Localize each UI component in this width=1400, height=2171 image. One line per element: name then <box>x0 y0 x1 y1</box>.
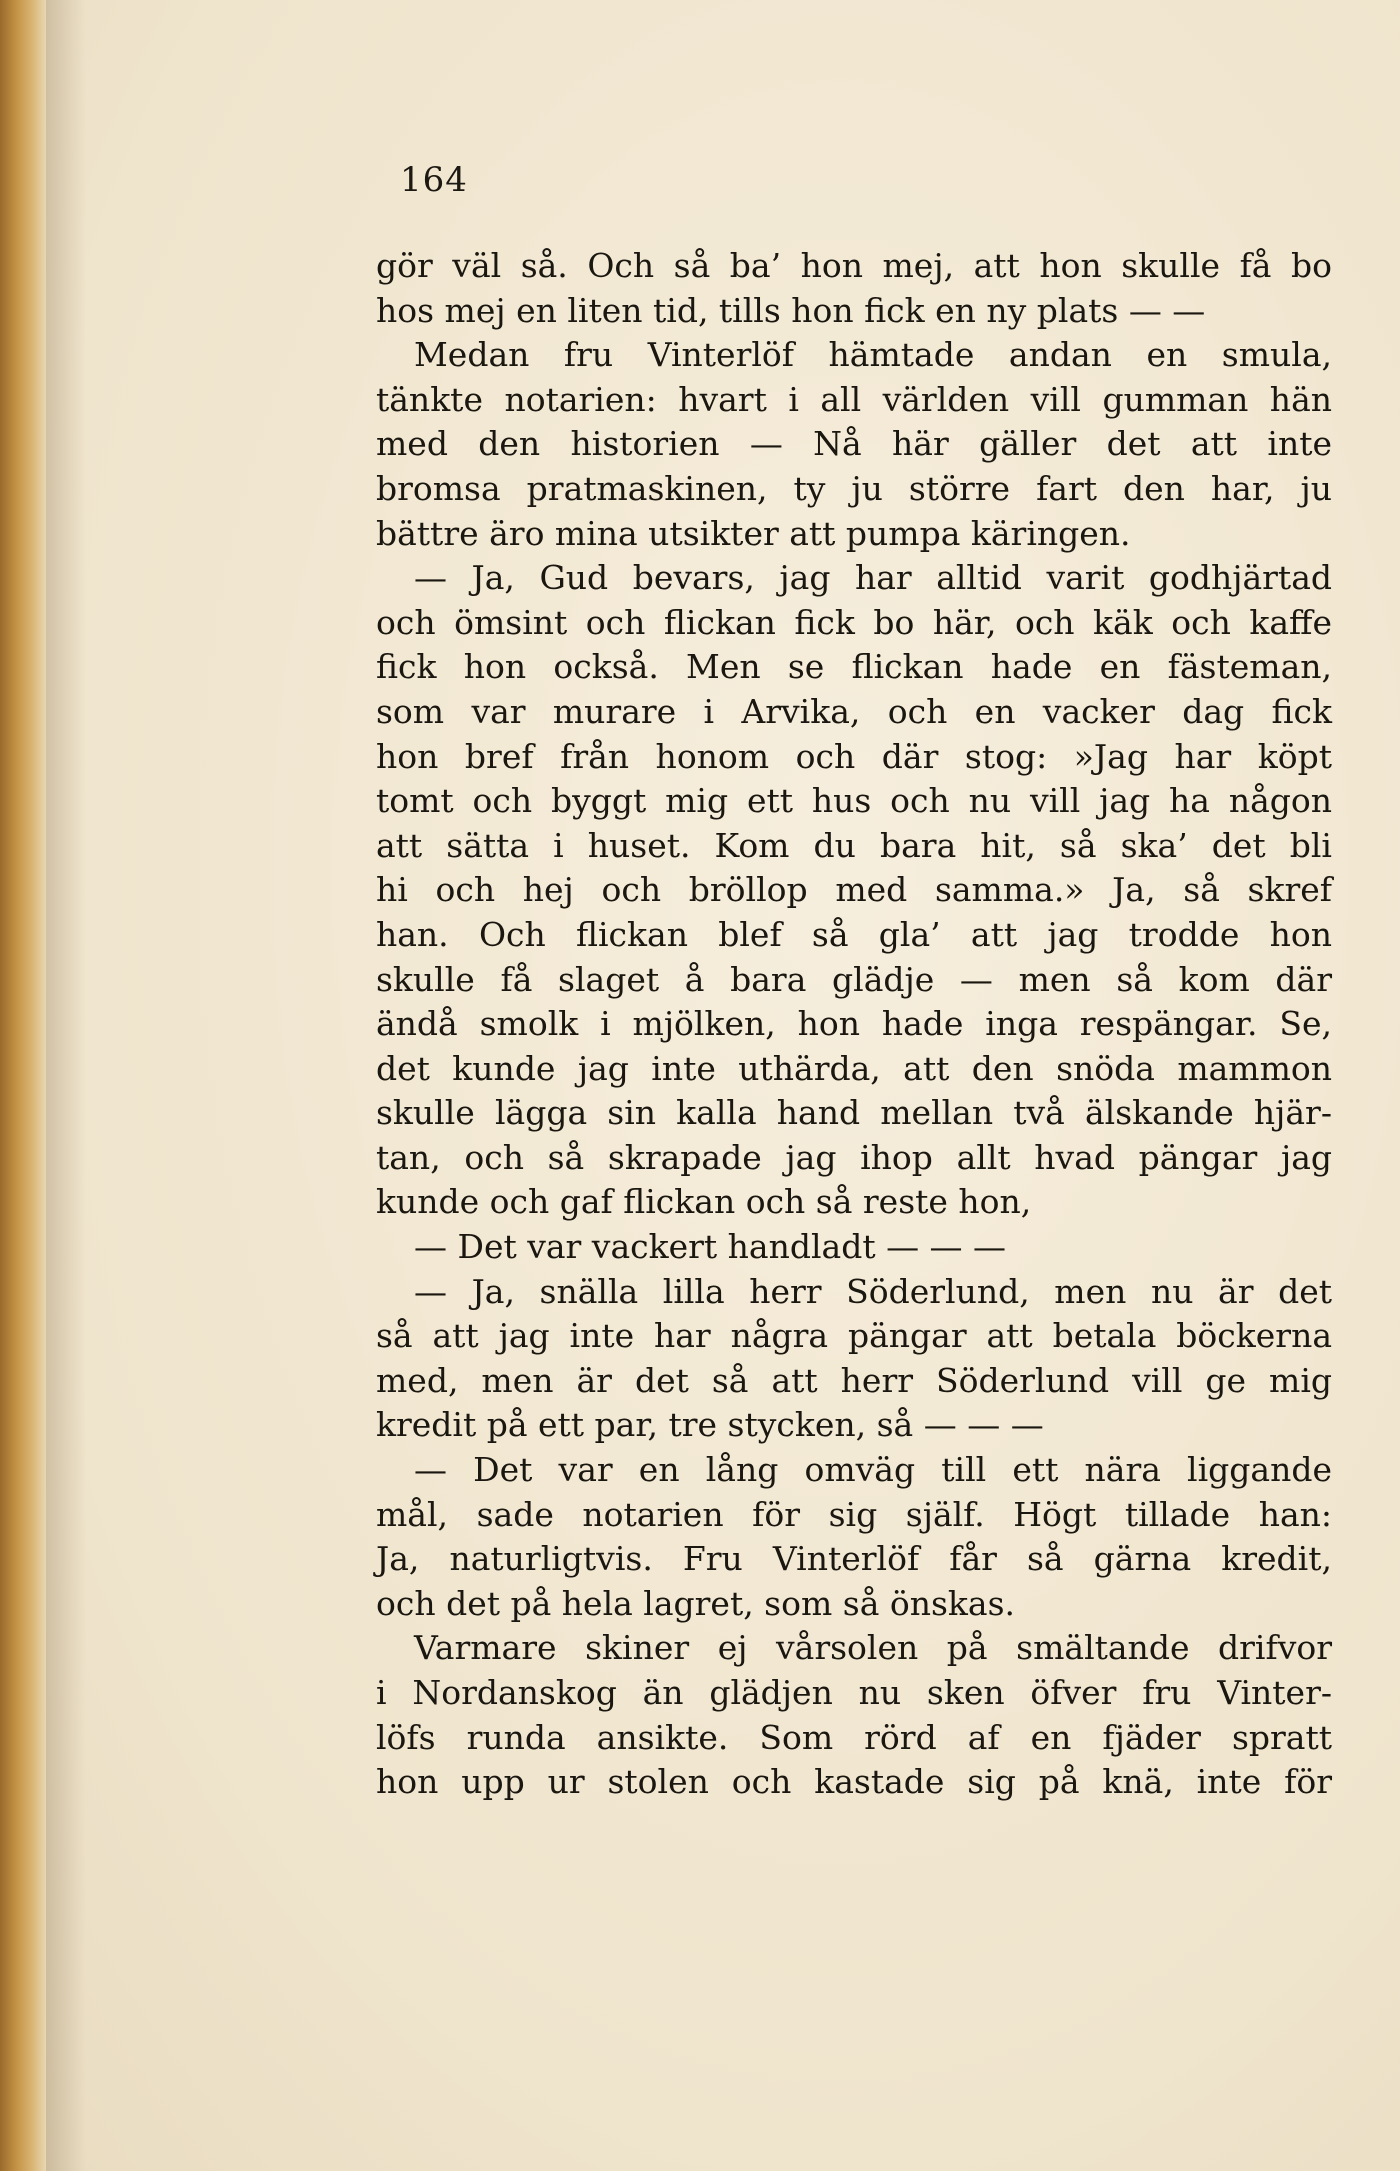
text-line: tänkte notarien: hvart i all världen vill gumman hän <box>376 379 1332 419</box>
text-line: kunde och gaf flickan och så reste hon, <box>376 1182 1032 1222</box>
body-text <box>376 244 1332 1805</box>
text-line: bättre äro mina utsikter att pumpa käringen. <box>376 513 1131 553</box>
text-line: i Nordanskog än glädjen nu sken öfver fru Vinter- <box>376 1673 1332 1712</box>
text-line: och det på hela lagret, som så önskas. <box>376 1583 1016 1623</box>
text-line: han. Och flickan blef så gla’ att jag trodde hon <box>376 914 1332 954</box>
paragraph <box>376 244 1332 333</box>
text-line: löfs runda ansikte. Som rörd af en fjäder spratt <box>376 1717 1332 1757</box>
text-line: gör väl så. Och så ba’ hon mej, att hon skulle få bo <box>376 246 1332 285</box>
text-line: tan, och så skrapade jag ihop allt hvad pängar jag <box>376 1137 1332 1177</box>
text-line: och ömsint och flickan fick bo här, och käk och kaffe <box>376 602 1332 642</box>
text-line: — Ja, Gud bevars, jag har alltid varit godhjärtad <box>414 558 1332 598</box>
paragraph <box>376 333 1332 556</box>
text-line: med den historien — Nå här gäller det att inte <box>376 424 1332 464</box>
paragraph <box>376 556 1332 1225</box>
text-line: Ja, naturligtvis. Fru Vinterlöf får så gärna kredit, <box>376 1539 1332 1579</box>
text-line: det kunde jag inte uthärda, att den snöda mammon <box>376 1048 1332 1088</box>
text-line: hon upp ur stolen och kastade sig på knä, inte för <box>376 1762 1332 1802</box>
paragraph <box>376 1448 1332 1626</box>
text-line: bromsa pratmaskinen, ty ju större fart den har, ju <box>376 468 1332 508</box>
text-line: kredit på ett par, tre stycken, så — — — <box>376 1405 1044 1445</box>
text-line: mål, sade notarien för sig själf. Högt tillade han: <box>376 1494 1332 1534</box>
text-line: — Det var vackert handladt — — — <box>414 1227 1007 1267</box>
text-line: tomt och byggt mig ett hus och nu vill jag ha någon <box>376 781 1332 821</box>
book-spine-edge <box>0 0 46 2171</box>
text-line: — Det var en lång omväg till ett nära liggande <box>414 1450 1332 1490</box>
gutter-shadow <box>46 0 86 2171</box>
text-line: med, men är det så att herr Söderlund vill ge mig <box>376 1360 1332 1400</box>
text-line: fick hon också. Men se flickan hade en fästeman, <box>376 647 1332 687</box>
page-number: 164 <box>400 160 468 200</box>
text-line: skulle lägga sin kalla hand mellan två älskande hjär- <box>376 1093 1332 1133</box>
paragraph <box>376 1626 1332 1804</box>
text-line: — Ja, snälla lilla herr Söderlund, men nu är det <box>414 1271 1332 1311</box>
paragraph <box>376 1270 1332 1448</box>
text-line: att sätta i huset. Kom du bara hit, så ska’ det bli <box>376 825 1332 865</box>
text-line: som var murare i Arvika, och en vacker dag fick <box>376 691 1332 731</box>
paragraph <box>376 1225 1332 1270</box>
text-line: ändå smolk i mjölken, hon hade inga respängar. Se, <box>376 1004 1332 1044</box>
text-line: hos mej en liten tid, tills hon fick en ny plats — — <box>376 290 1206 330</box>
text-line: så att jag inte har några pängar att betala böckerna <box>376 1316 1332 1356</box>
text-line: Varmare skiner ej vårsolen på smältande drifvor <box>414 1628 1332 1668</box>
text-line: hi och hej och bröllop med samma.» Ja, så skref <box>376 870 1332 910</box>
text-line: hon bref från honom och där stog: »Jag har köpt <box>376 736 1332 776</box>
text-line: skulle få slaget å bara glädje — men så kom där <box>376 959 1332 999</box>
text-line: Medan fru Vinterlöf hämtade andan en smula, <box>414 335 1332 375</box>
